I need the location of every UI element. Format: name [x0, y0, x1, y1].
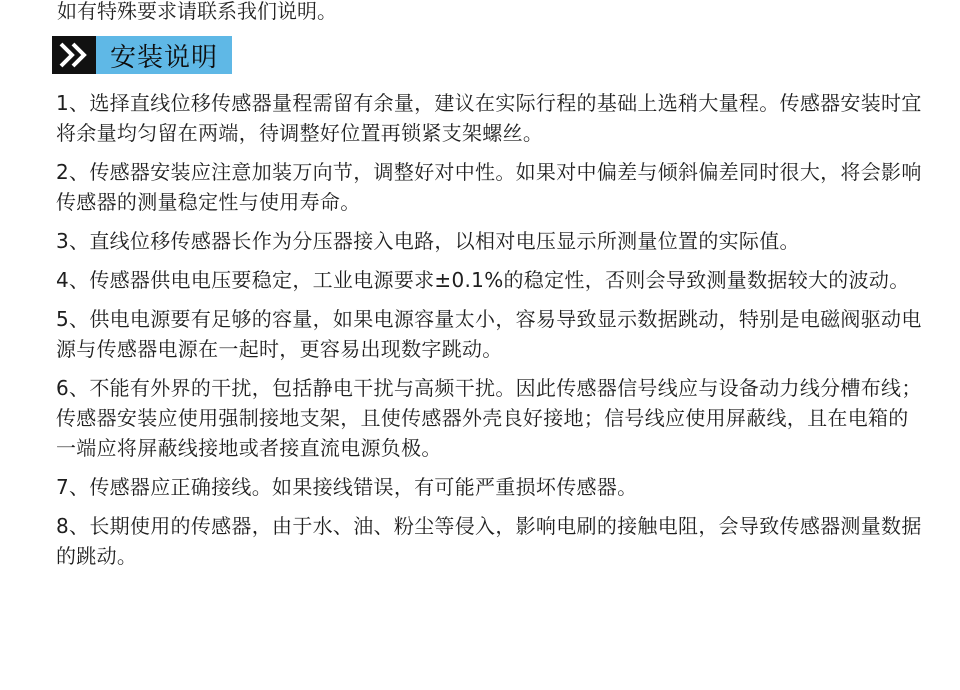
- instruction-item-1: 1、选择直线位移传感器量程需留有余量，建议在实际行程的基础上选稍大量程。传感器安装时宜将余量均匀留在两端，待调整好位置再锁紧支架螺丝。: [56, 91, 922, 145]
- instruction-item-4: 4、传感器供电电压要稳定，工业电源要求±0.1%的稳定性，否则会导致测量数据较大的波动。: [56, 268, 910, 292]
- double-chevron-right-icon: [52, 36, 96, 74]
- top-note: 如有特殊要求请联系我们说明。: [57, 0, 337, 23]
- instruction-item-6: 6、不能有外界的干扰，包括静电干扰与高频干扰。因此传感器信号线应与设备动力线分槽布线；传感器安装应使用强制接地支架，且使传感器外壳良好接地；信号线应使用屏蔽线，且在电箱的一端应将屏蔽线接地或者接直流电源负极。: [56, 376, 922, 460]
- instruction-item-8: 8、长期使用的传感器，由于水、油、粉尘等侵入，影响电刷的接触电阻，会导致传感器测量数据的跳动。: [56, 514, 922, 568]
- section-title: 安装说明: [96, 36, 232, 74]
- instruction-item-7: 7、传感器应正确接线。如果接线错误，有可能严重损坏传感器。: [56, 475, 638, 499]
- instruction-item-2: 2、传感器安装应注意加装万向节，调整好对中性。如果对中偏差与倾斜偏差同时很大，将会影响传感器的测量稳定性与使用寿命。: [56, 160, 922, 214]
- instruction-list: [56, 88, 926, 580]
- instruction-item-5: 5、供电电源要有足够的容量，如果电源容量太小，容易导致显示数据跳动，特别是电磁阀驱动电源与传感器电源在一起时，更容易出现数字跳动。: [56, 307, 922, 361]
- instruction-item-3: 3、直线位移传感器长作为分压器接入电路，以相对电压显示所测量位置的实际值。: [56, 229, 800, 253]
- section-header: [52, 36, 232, 74]
